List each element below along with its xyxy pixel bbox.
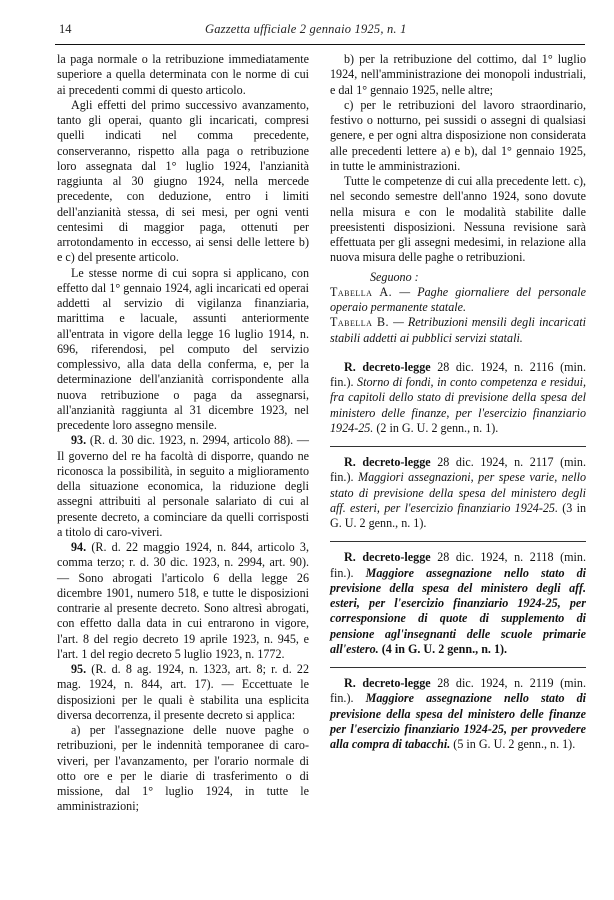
decree-date: 28 dic. 1924, n. 2118 (min. fin.). [330, 550, 586, 580]
article-93 [57, 433, 309, 540]
paragraph-vigilanza: Le stesse norme di cui sopra si applicano, con effetto dal 1° gennaio 1924, agli incaricati ed operai addetti al servizio di vigilanza finanziaria, marittima e lacuale, assunti anteriormente all'entrata in vigore della legge 16 luglio 1914, n. 696, riferendosi, pel computo del servizio complessivo, alla data della conferma, e, per la determinazione dell'anzianità corrispondente alla nuova retribuzione o paga da assegnarsi, all'anzianità raggiunta al 31 dicembre 1923, nel precedente loro assegno mensile. [57, 265, 309, 432]
article-93-number: 93. [71, 433, 87, 448]
paragraph-continued: la paga normale o la retribuzione immediatamente superiore a quella determinata con le norme di cui ai precedenti commi di questo articolo. [57, 52, 309, 97]
decree-2117 [330, 455, 586, 531]
paragraph-avanzamento: Agli effetti del primo successivo avanzamento, tanto gli operai, quanto gli incaricati, compresi quelli indicati nel comma precedente, conserveranno, rispetto alla paga o retribuzione loro assegnata dal 1° luglio 1924, l'anzianità raggiunta al 30 giugno 1924, nella mercede precedente, con deduzione, entro i limiti dell'anzianità stessa, di sei mesi, per ogni venti centesimi di maggior paga, ottenuti per arrotondamento in eccesso, ai sensi delle lettere b) e c) del presente articolo. [57, 97, 309, 265]
clause-b: b) per la retribuzione del cottimo, dal 1° luglio 1924, nell'amministrazione dei monopoli industriali, e dal 1° gennaio 1925, nelle altre; [330, 52, 586, 97]
clause-c: c) per le retribuzioni del lavoro straordinario, festivo o notturno, pei sussidi o assegni di qualsiasi genere, e per ogni altra disposizione non considerata alle precedenti lettere a) e b), dal 1° gennaio 1925, in tutte le amministrazioni. [330, 97, 586, 173]
decree-date: 28 dic. 1924, n. 2119 (min. fin.). [330, 676, 586, 706]
decree-2118 [330, 550, 586, 657]
decree-2116 [330, 360, 586, 436]
article-94-text: (R. d. 22 maggio 1924, n. 844, articolo 3, comma terzo; r. d. 30 dic. 1923, n. 2994, art. 90). — Sono abrogati l'articolo 6 della legge 26 dicembre 1901, numero 518, e tutte le disposizioni contrarie al presente decreto. Sono altresì abrogati, con effetto dalla data in cui entrarono in vigore, l'art. 8 del regio decreto 19 aprile 1923, n. 945, e l'art. 1 del regio decreto 5 luglio 1923, n. 1772. [57, 540, 309, 661]
left-column [57, 52, 309, 815]
decree-2119 [330, 676, 586, 752]
decree-date: 28 dic. 1924, n. 2117 (min. fin.). [330, 455, 586, 485]
page-number: 14 [59, 22, 72, 36]
tabella-a-label: Tabella A. [330, 284, 393, 299]
right-column [330, 52, 586, 752]
decree-reference: (2 in G. U. 2 genn., n. 1). [376, 420, 499, 435]
article-94-number: 94. [71, 540, 87, 554]
decree-reference: (3 in G. U. 2 genn., n. 1). [330, 500, 587, 530]
gazette-title: Gazzetta ufficiale 2 gennaio 1925, n. 1 [205, 22, 407, 36]
paragraph-competenze: Tutte le competenze di cui alla precedente lett. c), nel secondo semestre dell'anno 1924, sono dovute nella misura e con le modalità stabilite dalle preesistenti disposizioni. Nessuna revisione sarà effettuata per gli assegni medesimi, in relazione alla nuova misura delle paghe o retribuzioni. [330, 174, 586, 265]
article-95 [57, 662, 309, 723]
separator-rule [330, 541, 586, 542]
article-93-text: (R. d. 30 dic. 1923, n. 2994, articolo 88). — Il governo del re ha facoltà di disporre, quando ne riconosca la possibilità, in seguito a miglioramento della situazione economica, la riduzione degli assegni attribuiti al personale salariato di cui al presente decreto, a cominciare da quelli corrisposti a titolo di caro-viveri. [57, 433, 309, 539]
decree-heading: R. decreto-legge [344, 550, 431, 565]
decree-reference: (5 in G. U. 2 genn., n. 1). [453, 737, 576, 751]
separator-rule [330, 667, 586, 668]
decree-heading: R. decreto-legge [344, 676, 431, 690]
decree-heading: R. decreto-legge [344, 455, 431, 469]
tabella-b-label: Tabella B. [330, 315, 390, 330]
decree-subject: Maggiore assegnazione nello stato di previsione della spesa del ministero delle finanze per l'esercizio finanziario 1924-25, per provvedere alla compra di tabacchi. [330, 691, 586, 751]
article-95-number: 95. [71, 662, 87, 676]
clause-a: a) per l'assegnazione delle nuove paghe o retribuzioni, per le indennità temporanee di caro-viveri, per l'avanzamento, per l'orario normale di otto ore e per le diarie di trasferimento o di missione, dal 1° luglio 1924, in tutte le amministrazioni; [57, 723, 309, 814]
separator-rule [330, 446, 586, 447]
decree-subject: Maggiori assegnazioni, per spese varie, nello stato di previsione della spesa del ministero degli aff. esteri, per l'esercizio finanziario 1924-25. [330, 470, 586, 515]
decree-heading: R. decreto-legge [344, 359, 431, 374]
header-rule [55, 44, 585, 45]
tabella-a [330, 285, 586, 316]
decree-date: 28 dic. 1924, n. 2116 (min. fin.). [330, 359, 586, 389]
tabella-b [330, 315, 586, 346]
article-95-text: (R. d. 8 ag. 1924, n. 1323, art. 8; r. d. 22 mag. 1924, n. 844, art. 17). — Eccettuate le disposizioni per le quali è stabilita una esplicita diversa decorrenza, il presente decreto si applica: [57, 662, 309, 722]
seguono-label: Seguono : [370, 269, 419, 284]
tabella-b-text: — Retribuzioni mensili degli incaricati stabili addetti ai pubblici servizi statali. [330, 315, 586, 345]
decree-reference: (4 in G. U. 2 genn., n. 1). [381, 641, 508, 656]
tabella-a-text: — Paghe giornaliere del personale operaio permanente statale. [330, 284, 586, 314]
page-header [55, 22, 585, 40]
article-94 [57, 540, 309, 662]
decree-subject: Maggiore assegnazione nello stato di previsione della spesa del ministero degli aff. esteri, per l'esercizio finanziario 1924-25, per corresponsione di quote di supplemento di pensione agl'insegnanti delle scuole primarie all'estero. [330, 565, 586, 656]
decree-subject: Storno di fondi, in conto competenza e residui, fra capitoli dello stato di previsione della spesa del ministero delle finanze, per l'esercizio finanziario 1924-25. [330, 375, 586, 435]
